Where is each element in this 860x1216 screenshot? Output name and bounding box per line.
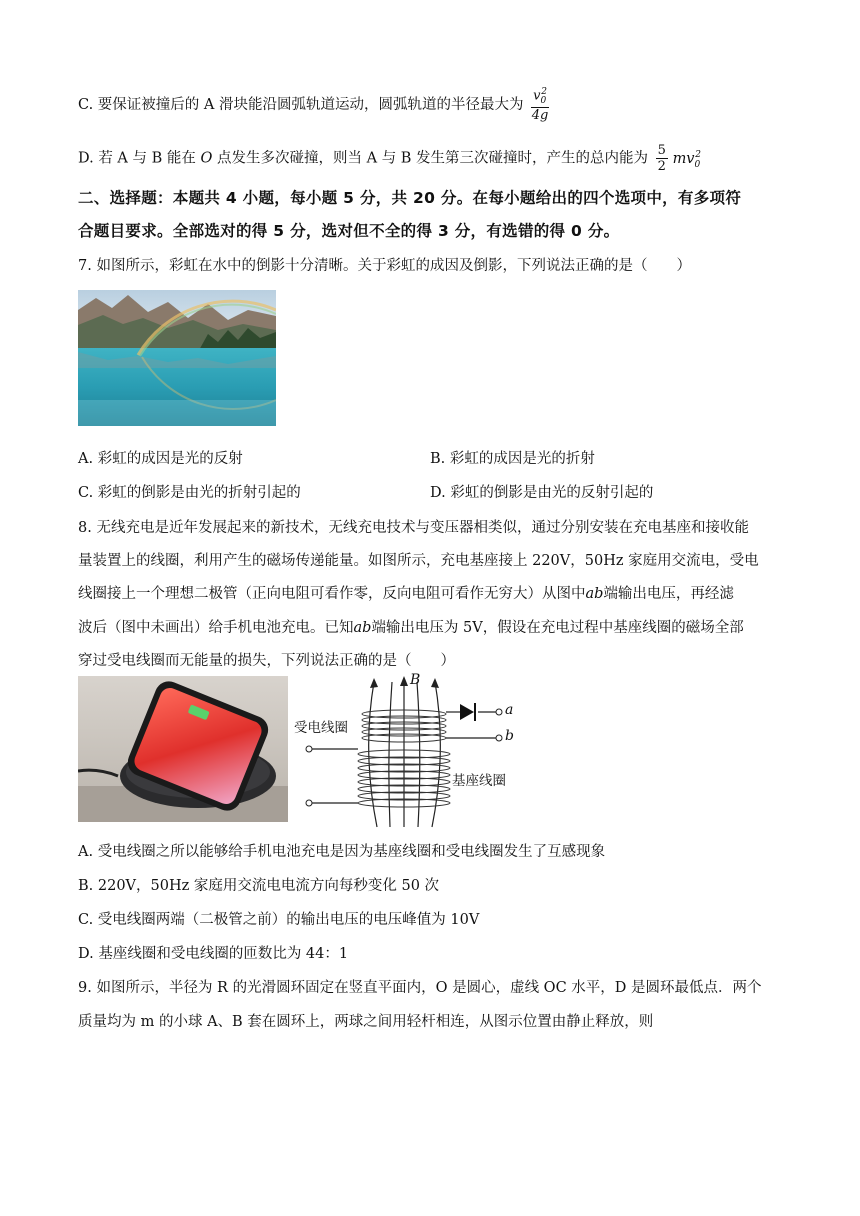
q8-stem-line4-b: 端输出电压为 5V，假设在充电过程中基座线圈的磁场全部 xyxy=(371,620,744,636)
q8-ab-label-1: ab xyxy=(585,586,604,602)
q8-stem-line3-a: 线圈接上一个理想二极管（正向电阻可看作零，反向电阻可看作无穷大）从图中 xyxy=(78,586,586,602)
diagram-label-a: a xyxy=(505,702,514,718)
q6-option-d-point: O xyxy=(200,150,213,167)
q6-option-c-text: C. 要保证被撞后的 A 滑块能沿圆弧轨道运动，圆弧轨道的半径最大为 xyxy=(78,96,524,113)
q8-option-d: D. 基座线圈和受电线圈的匝数比为 44：1 xyxy=(78,946,349,962)
q8-stem-line3-b: 端输出电压，再经滤 xyxy=(603,586,734,602)
diagram-label-base-coil: 基座线圈 xyxy=(452,773,506,789)
section-2-heading-line1: 二、选择题：本题共 4 小题，每小题 5 分，共 20 分。在每小题给出的四个选项中，有多项符 xyxy=(78,189,742,207)
q8-ab-label-2: ab xyxy=(353,620,372,636)
q6-d-frac-den: 2 xyxy=(657,159,666,174)
diagram-label-B: B xyxy=(410,672,421,688)
q8-option-a: A. 受电线圈之所以能够给手机电池充电是因为基座线圈和受电线圈发生了互感现象 xyxy=(78,844,606,860)
q8-stem-line2: 量装置上的线圈，利用产生的磁场传递能量。如图所示，充电基座接上 220V，50Hz 家庭用交流电，受电 xyxy=(78,553,759,569)
q8-stem-line1: 8. 无线充电是近年发展起来的新技术，无线充电技术与变压器相类似，通过分别安装在充电基座和接收能 xyxy=(78,520,749,536)
wireless-charging-phone-photo xyxy=(78,676,288,822)
phone-on-charger-illustration xyxy=(78,676,288,822)
q6-option-c-fraction: $\frac{v_0^2}{4g}$ xyxy=(531,87,549,123)
q7-option-d: D. 彩虹的倒影是由光的反射引起的 xyxy=(430,485,654,501)
q9-stem-line1: 9. 如图所示，半径为 R 的光滑圆环固定在竖直平面内，O 是圆心，虚线 OC 水平，D 是圆环最低点．两个 xyxy=(78,980,762,996)
q8-stem-line4 xyxy=(78,616,744,637)
q6-d-mv: mv xyxy=(672,150,695,167)
q6-option-d-tail: $mv_0^2$ xyxy=(672,149,701,170)
q6-c-frac-num: v xyxy=(533,88,541,104)
q7-option-a: A. 彩虹的成因是光的反射 xyxy=(78,451,243,467)
coil-schematic xyxy=(292,672,522,832)
q6-option-d xyxy=(78,144,701,173)
q6-d-frac-num: 5 xyxy=(657,143,666,158)
q8-option-c: C. 受电线圈两端（二极管之前）的输出电压的电压峰值为 10V xyxy=(78,912,480,928)
q8-stem-line3 xyxy=(78,582,734,603)
section-2-heading-line2: 合题目要求。全部选对的得 5 分，选对但不全的得 3 分，有选错的得 0 分。 xyxy=(78,222,620,240)
q7-option-c: C. 彩虹的倒影是由光的折射引起的 xyxy=(78,485,301,501)
q7-option-b: B. 彩虹的成因是光的折射 xyxy=(430,451,595,467)
q8-stem-line4-a: 波后（图中未画出）给手机电池充电。已知 xyxy=(78,620,354,636)
diagram-label-receiving-coil: 受电线圈 xyxy=(294,720,348,736)
q8-option-b: B. 220V，50Hz 家庭用交流电电流方向每秒变化 50 次 xyxy=(78,878,440,894)
q6-option-d-fraction xyxy=(656,144,668,173)
coil-circuit-diagram xyxy=(292,672,522,832)
q6-option-d-post: 点发生多次碰撞，则当 A 与 B 发生第三次碰撞时，产生的总内能为 xyxy=(217,150,649,167)
diagram-label-b: b xyxy=(505,728,514,744)
rainbow-lake-photo xyxy=(78,290,276,426)
q6-option-d-pre: D. 若 A 与 B 能在 xyxy=(78,150,196,167)
q9-stem-line2: 质量均为 m 的小球 A、B 套在圆环上，两球之间用轻杆相连，从图示位置由静止释放，则 xyxy=(78,1014,654,1030)
q8-stem-line5: 穿过受电线圈而无能量的损失，下列说法正确的是（ ） xyxy=(78,653,455,669)
q7-stem: 7. 如图所示，彩虹在水中的倒影十分清晰。关于彩虹的成因及倒影，下列说法正确的是（ ） xyxy=(78,258,691,274)
rainbow-lake-illustration xyxy=(78,290,276,426)
q6-c-frac-den: 4g xyxy=(531,107,549,123)
q6-option-c xyxy=(78,88,549,122)
